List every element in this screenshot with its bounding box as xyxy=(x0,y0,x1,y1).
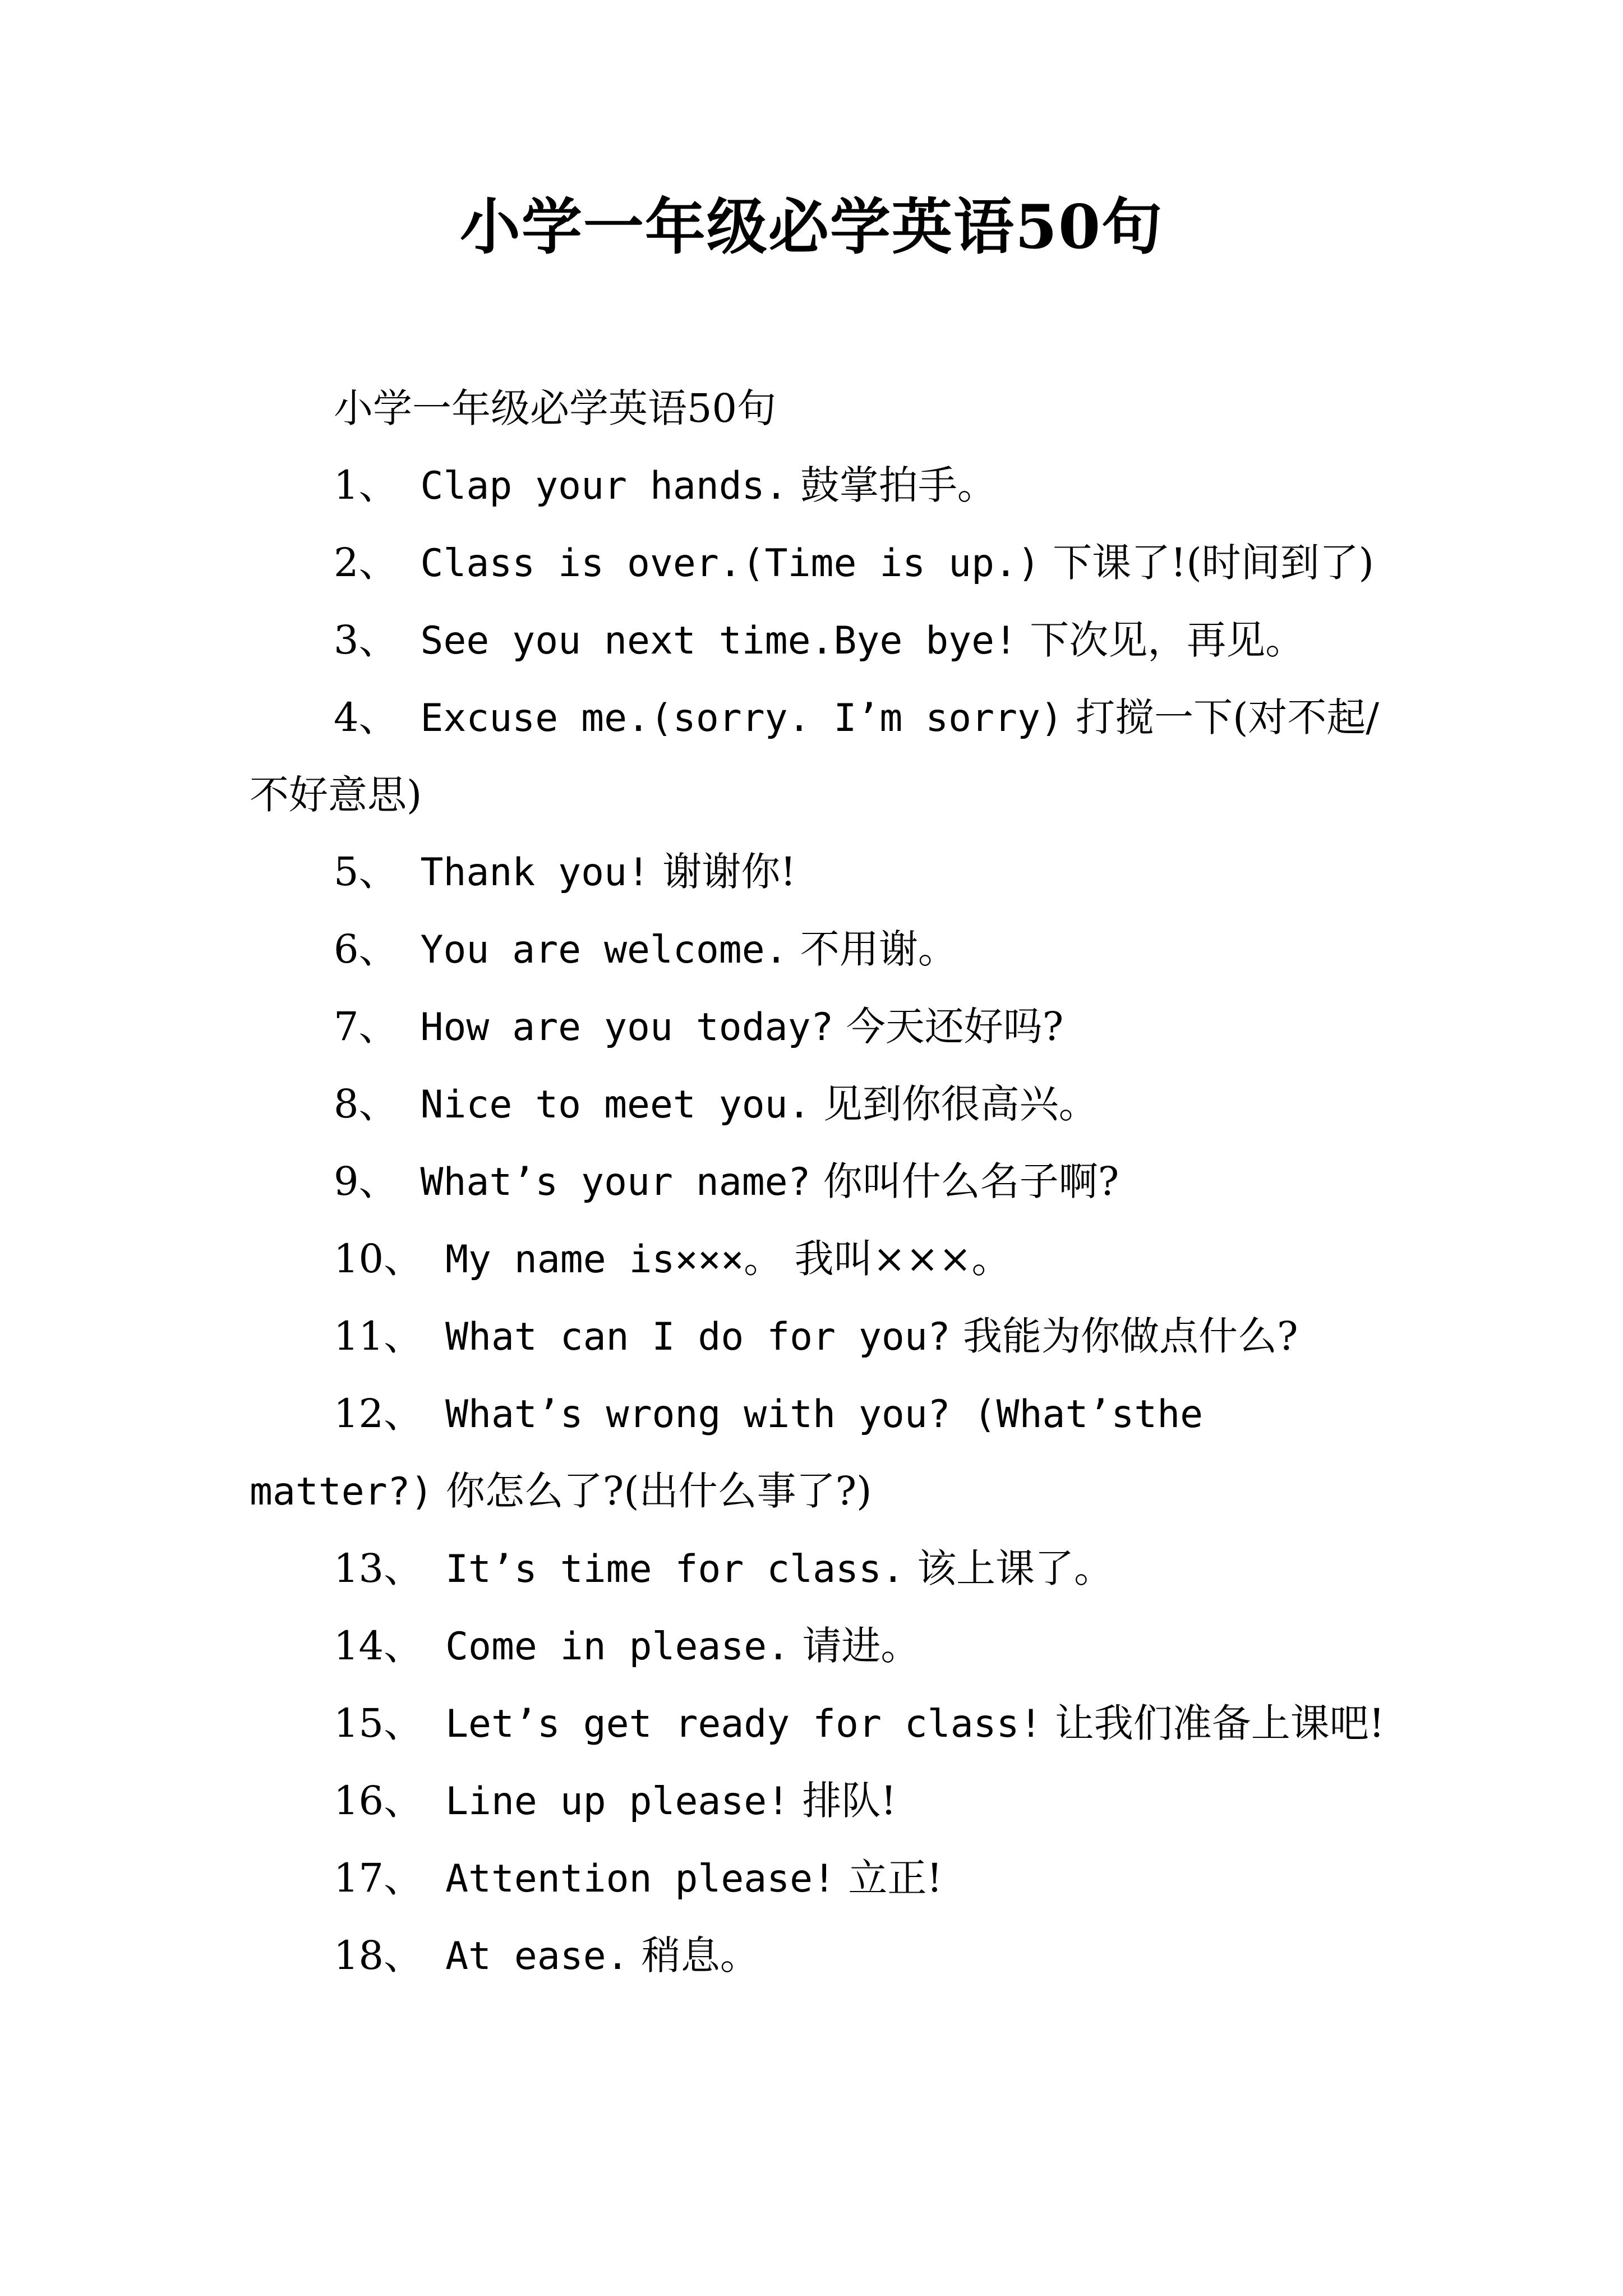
sentence-chinese: 下课了!(时间到了) xyxy=(1053,540,1374,586)
sentence-chinese: 该上课了。 xyxy=(917,1545,1114,1591)
sentence-chinese: 打搅一下(对不起/不好意思) xyxy=(250,694,1380,818)
sentence-english: Clap your hands. xyxy=(420,464,788,508)
sentence-chinese: 不用谢。 xyxy=(800,926,957,972)
sentence-chinese: 今天还好吗? xyxy=(846,1004,1064,1050)
sentence-item: 7、 How are you today? 今天还好吗? xyxy=(334,1004,1064,1050)
sentence-chinese: 你怎么了?(出什么事了?) xyxy=(445,1468,872,1514)
sentence-english: Thank you! xyxy=(420,850,650,895)
sentence-item: 4、 Excuse me.(sorry. I’m sorry) 打搅一下(对不起/不好意思) xyxy=(250,694,1380,818)
sentence-english: How are you today? xyxy=(420,1005,834,1050)
sentence-chinese: 我叫×××。 xyxy=(794,1236,1011,1282)
sentence-english: Come in please. xyxy=(445,1625,790,1669)
sentence-english: It’s time for class. xyxy=(445,1547,905,1591)
sentence-english: Class is over.(Time is up.) xyxy=(420,541,1040,586)
sentence-item: 13、 It’s time for class. 该上课了。 xyxy=(334,1545,1114,1591)
sentence-english: Nice to meet you. xyxy=(420,1083,811,1127)
sentence-item: 8、 Nice to meet you. 见到你很高兴。 xyxy=(334,1081,1098,1127)
sentence-item: 12、 What’s wrong with you? (What’sthe matter?) 你怎么了?(出什么事了?) xyxy=(250,1391,1204,1514)
sentence-chinese: 我能为你做点什么? xyxy=(963,1313,1298,1359)
sentence-item: 5、 Thank you! 谢谢你! xyxy=(334,849,796,895)
sentence-item: 9、 What’s your name? 你叫什么名子啊? xyxy=(334,1158,1119,1204)
sentence-chinese: 你叫什么名子啊? xyxy=(823,1158,1119,1204)
sentence-english: At ease. xyxy=(445,1934,629,1978)
sentence-item: 2、 Class is over.(Time is up.) 下课了!(时间到了) xyxy=(334,540,1374,586)
sentence-english: What’s your name? xyxy=(420,1160,811,1204)
sentence-english: What can I do for you? xyxy=(445,1315,951,1359)
sentence-item: 16、 Line up please! 排队! xyxy=(334,1778,897,1824)
sentence-item: 11、 What can I do for you? 我能为你做点什么? xyxy=(334,1313,1298,1359)
sentence-item: 6、 You are welcome. 不用谢。 xyxy=(334,926,957,972)
sentence-chinese: 下次见，再见。 xyxy=(1030,617,1305,663)
sentence-english: Excuse me.(sorry. I’m sorry) xyxy=(420,696,1063,740)
sentence-chinese: 请进。 xyxy=(802,1623,920,1669)
sentence-english: You are welcome. xyxy=(420,928,788,972)
document-subtitle: 小学一年级必学英语50句 xyxy=(334,385,777,431)
sentence-english: What’s wrong with you? (What’sthe matter?) xyxy=(250,1392,1204,1514)
sentence-chinese: 排队! xyxy=(802,1778,897,1824)
sentence-item: 17、 Attention please! 立正! xyxy=(334,1855,943,1901)
sentence-item: 10、 My name is×××。 我叫×××。 xyxy=(334,1236,1011,1282)
sentence-chinese: 谢谢你! xyxy=(662,849,796,895)
sentence-chinese: 鼓掌拍手。 xyxy=(800,462,997,508)
sentence-english: Let’s get ready for class! xyxy=(445,1702,1043,1746)
sentence-english: Attention please! xyxy=(445,1857,836,1901)
sentence-chinese: 见到你很高兴。 xyxy=(823,1081,1098,1127)
document-body xyxy=(250,370,1405,1995)
sentence-item: 18、 At ease. 稍息。 xyxy=(334,1932,759,1978)
sentence-chinese: 让我们准备上课吧! xyxy=(1054,1700,1385,1746)
sentence-chinese: 立正! xyxy=(848,1855,943,1901)
sentence-item: 15、 Let’s get ready for class! 让我们准备上课吧! xyxy=(334,1700,1385,1746)
sentence-item: 3、 See you next time.Bye bye! 下次见，再见。 xyxy=(334,617,1305,663)
sentence-english: Line up please! xyxy=(445,1779,790,1824)
sentence-english: See you next time.Bye bye! xyxy=(420,619,1017,663)
sentence-english: My name is×××。 xyxy=(445,1237,782,1282)
sentence-item: 1、 Clap your hands. 鼓掌拍手。 xyxy=(334,462,997,508)
sentence-chinese: 稍息。 xyxy=(641,1932,759,1978)
sentence-item: 14、 Come in please. 请进。 xyxy=(334,1623,920,1669)
document-title: 小学一年级必学英语50句 xyxy=(459,192,1164,263)
